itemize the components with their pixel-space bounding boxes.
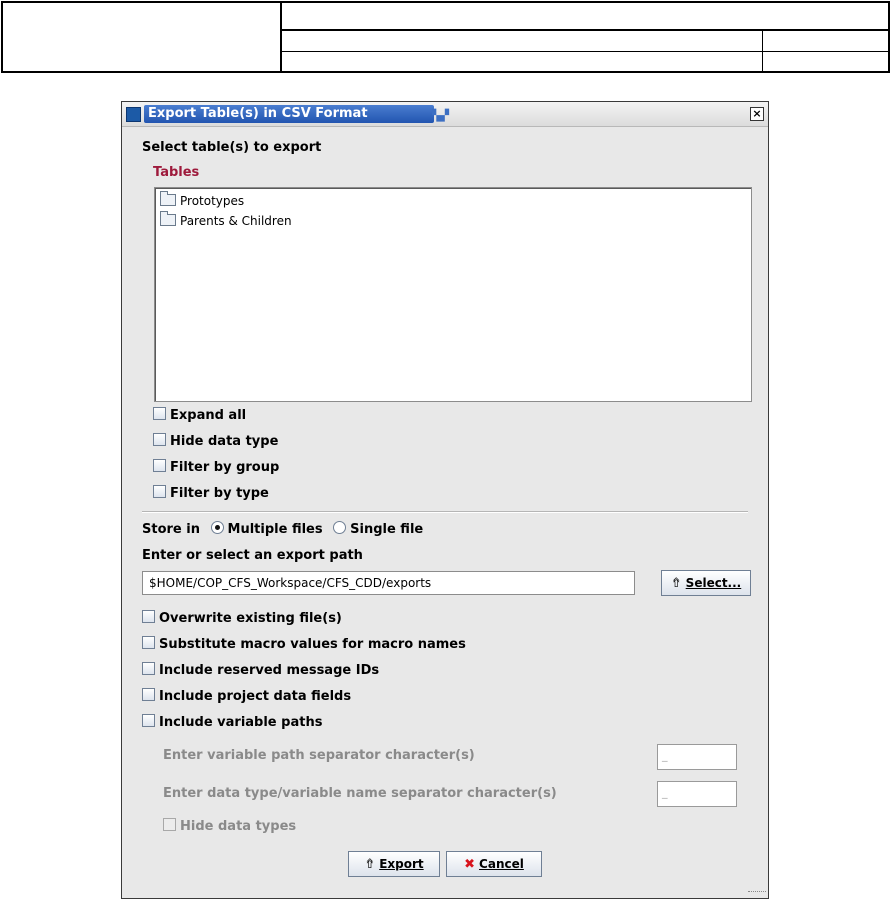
checkbox-icon bbox=[142, 636, 155, 649]
checkbox-icon bbox=[142, 610, 155, 623]
button-label: Select... bbox=[685, 576, 742, 590]
upload-arrow-icon: ⇮ bbox=[364, 856, 376, 872]
checkbox-label: Expand all bbox=[170, 408, 247, 423]
button-label: Cancel bbox=[479, 857, 524, 871]
variable-paths-checkbox[interactable] bbox=[142, 714, 322, 730]
export-path-label: Enter or select an export path bbox=[142, 548, 363, 563]
header-cell-bottom-right bbox=[763, 51, 890, 72]
export-csv-dialog bbox=[121, 101, 769, 899]
header-cell-mid-right bbox=[763, 30, 890, 51]
var-path-separator-input[interactable] bbox=[657, 744, 737, 770]
reserved-msg-ids-checkbox[interactable] bbox=[142, 662, 379, 678]
red-x-icon: ✖ bbox=[464, 856, 476, 872]
folder-icon bbox=[160, 214, 176, 226]
checkbox-label: Filter by type bbox=[170, 486, 269, 501]
upload-arrow-icon: ⇮ bbox=[670, 575, 682, 591]
checkbox-label: Hide data type bbox=[170, 434, 279, 449]
window-icon bbox=[126, 107, 141, 122]
separator bbox=[142, 511, 748, 513]
var-path-separator-label: Enter variable path separator character(s) bbox=[163, 748, 475, 763]
type-name-separator-input[interactable] bbox=[657, 781, 737, 807]
tree-item-prototypes[interactable] bbox=[160, 194, 244, 208]
dialog-title: Export Table(s) in CSV Format bbox=[148, 106, 368, 121]
checkbox-label: Filter by group bbox=[170, 460, 280, 475]
type-name-separator-label: Enter data type/variable name separator character(s) bbox=[163, 786, 557, 801]
store-in-row bbox=[142, 521, 423, 537]
checkbox-label: Include reserved message IDs bbox=[159, 663, 380, 678]
hide-data-type-checkbox[interactable] bbox=[153, 433, 278, 449]
single-file-radio[interactable] bbox=[327, 522, 423, 537]
checkbox-label: Include project data fields bbox=[159, 689, 352, 704]
tables-tree[interactable] bbox=[154, 187, 752, 402]
export-button[interactable] bbox=[348, 851, 440, 877]
checkbox-icon bbox=[142, 688, 155, 701]
tree-item-parents-children[interactable] bbox=[160, 214, 292, 228]
dialog-titlebar[interactable] bbox=[122, 102, 768, 127]
radio-icon bbox=[333, 521, 346, 534]
close-icon[interactable]: × bbox=[750, 107, 764, 121]
checkbox-icon bbox=[153, 433, 166, 446]
header-table bbox=[1, 1, 890, 73]
export-path-input[interactable] bbox=[142, 571, 635, 595]
checkbox-label: Hide data types bbox=[180, 819, 297, 834]
radio-selected-icon bbox=[211, 521, 224, 534]
hide-data-types-checkbox[interactable] bbox=[163, 818, 296, 834]
radio-label: Single file bbox=[350, 522, 424, 537]
header-cell-mid bbox=[281, 30, 763, 51]
title-highlight bbox=[144, 105, 449, 123]
filter-by-group-checkbox[interactable] bbox=[153, 459, 279, 475]
checkbox-icon bbox=[142, 662, 155, 675]
header-cell-left bbox=[2, 2, 281, 72]
cancel-button[interactable] bbox=[446, 851, 542, 877]
select-path-button[interactable] bbox=[661, 570, 751, 596]
checkbox-label: Overwrite existing file(s) bbox=[159, 611, 342, 626]
substitute-macro-checkbox[interactable] bbox=[142, 636, 466, 652]
resize-grip[interactable] bbox=[748, 891, 766, 896]
store-in-label: Store in bbox=[142, 522, 200, 537]
header-cell-bottom bbox=[281, 51, 763, 72]
checkbox-label: Substitute macro values for macro names bbox=[159, 637, 466, 652]
select-tables-label: Select table(s) to export bbox=[142, 140, 322, 155]
radio-label: Multiple files bbox=[227, 522, 323, 537]
header-cell-top bbox=[281, 2, 889, 30]
filter-by-type-checkbox[interactable] bbox=[153, 485, 269, 501]
multiple-files-radio[interactable] bbox=[205, 522, 323, 537]
overwrite-checkbox[interactable] bbox=[142, 610, 342, 626]
checkbox-icon bbox=[163, 818, 176, 831]
checkbox-icon bbox=[153, 407, 166, 420]
expand-all-checkbox[interactable] bbox=[153, 407, 246, 423]
title-decoration-icon: ▚▞ bbox=[432, 109, 449, 122]
checkbox-icon bbox=[153, 459, 166, 472]
tables-label: Tables bbox=[153, 165, 200, 180]
checkbox-label: Include variable paths bbox=[159, 715, 323, 730]
checkbox-icon bbox=[153, 485, 166, 498]
project-data-fields-checkbox[interactable] bbox=[142, 688, 351, 704]
tree-item-label: Parents & Children bbox=[180, 214, 292, 228]
tree-item-label: Prototypes bbox=[180, 194, 245, 208]
checkbox-icon bbox=[142, 714, 155, 727]
button-label: Export bbox=[379, 857, 424, 871]
folder-icon bbox=[160, 194, 176, 206]
